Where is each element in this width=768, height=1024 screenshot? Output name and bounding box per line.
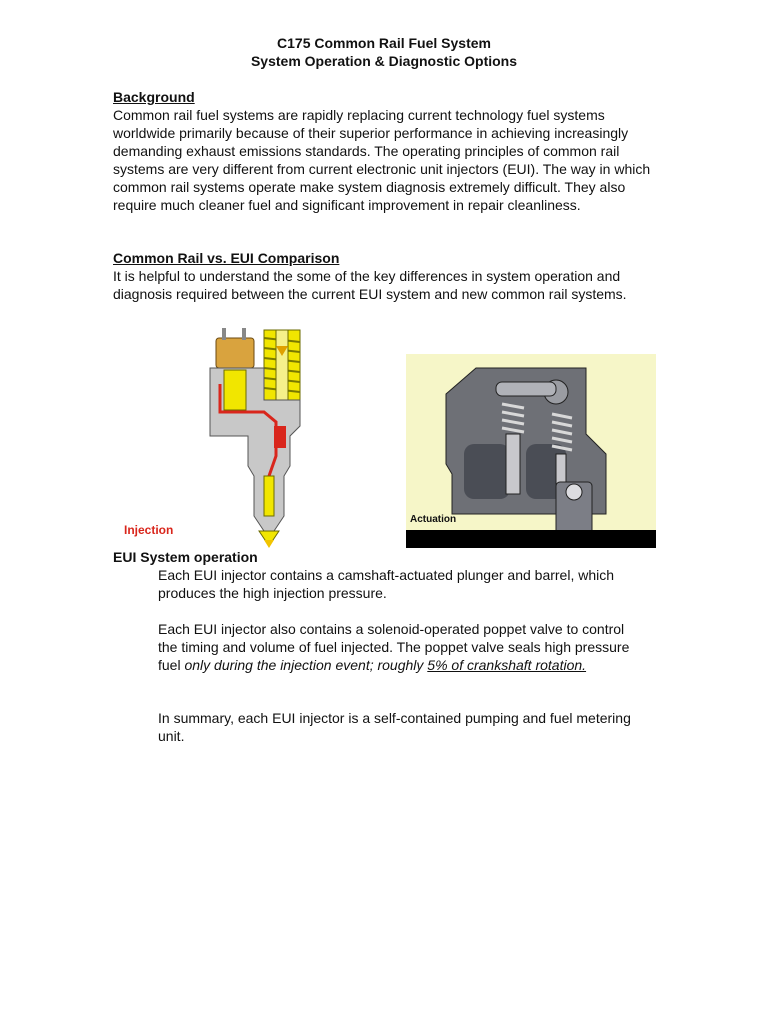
- injector-figure: [114, 326, 314, 548]
- eui-section: [113, 548, 658, 566]
- comparison-heading: Common Rail vs. EUI Comparison: [113, 250, 340, 266]
- comparison-text: It is helpful to understand the some of the key differences in system operation and diagnosis required between the current EUI system and new common rail systems.: [113, 268, 627, 302]
- eui-paragraph-1: [158, 566, 638, 602]
- actuation-figure: [406, 354, 656, 548]
- injection-caption: Injection: [124, 523, 174, 537]
- background-section: [113, 88, 658, 214]
- background-text: Common rail fuel systems are rapidly replacing current technology fuel systems worldwide primarily because of their superior performance in achieving increasingly demanding exhaust emissions standards. The operating principles of common rail systems are very different from current electronic unit injectors (EUI). The way in which common rail systems operate make system diagnosis extremely difficult. They also require much cleaner fuel and significant improvement in repair cleanliness.: [113, 107, 651, 213]
- eui-p2-plain: Each EUI injector also contains a solenoid-operated poppet valve to control the timing and volume of fuel injected. The poppet valve seals high pressure fuel: [158, 621, 630, 673]
- eui-p2-text: [158, 620, 638, 674]
- doc-title-line2: System Operation & Diagnostic Options: [250, 53, 518, 69]
- eui-p3-text: In summary, each EUI injector is a self-contained pumping and fuel metering unit.: [158, 710, 631, 744]
- actuation-caption: Actuation: [410, 514, 457, 525]
- eui-heading: EUI System operation: [113, 549, 258, 565]
- eui-p1-text: Each EUI injector contains a camshaft-actuated plunger and barrel, which produces the high injection pressure.: [158, 567, 615, 601]
- background-heading: Background: [113, 89, 195, 105]
- injector-illustration: [114, 326, 314, 548]
- eui-p2-underline: 5% of crankshaft rotation.: [427, 657, 587, 673]
- doc-title-line1: C175 Common Rail Fuel System: [277, 35, 491, 51]
- eui-paragraph-2: [158, 620, 638, 674]
- comparison-section: [113, 249, 658, 303]
- eui-paragraph-3: [158, 709, 638, 745]
- eui-p2-italic: only during the injection event; roughly: [184, 657, 428, 673]
